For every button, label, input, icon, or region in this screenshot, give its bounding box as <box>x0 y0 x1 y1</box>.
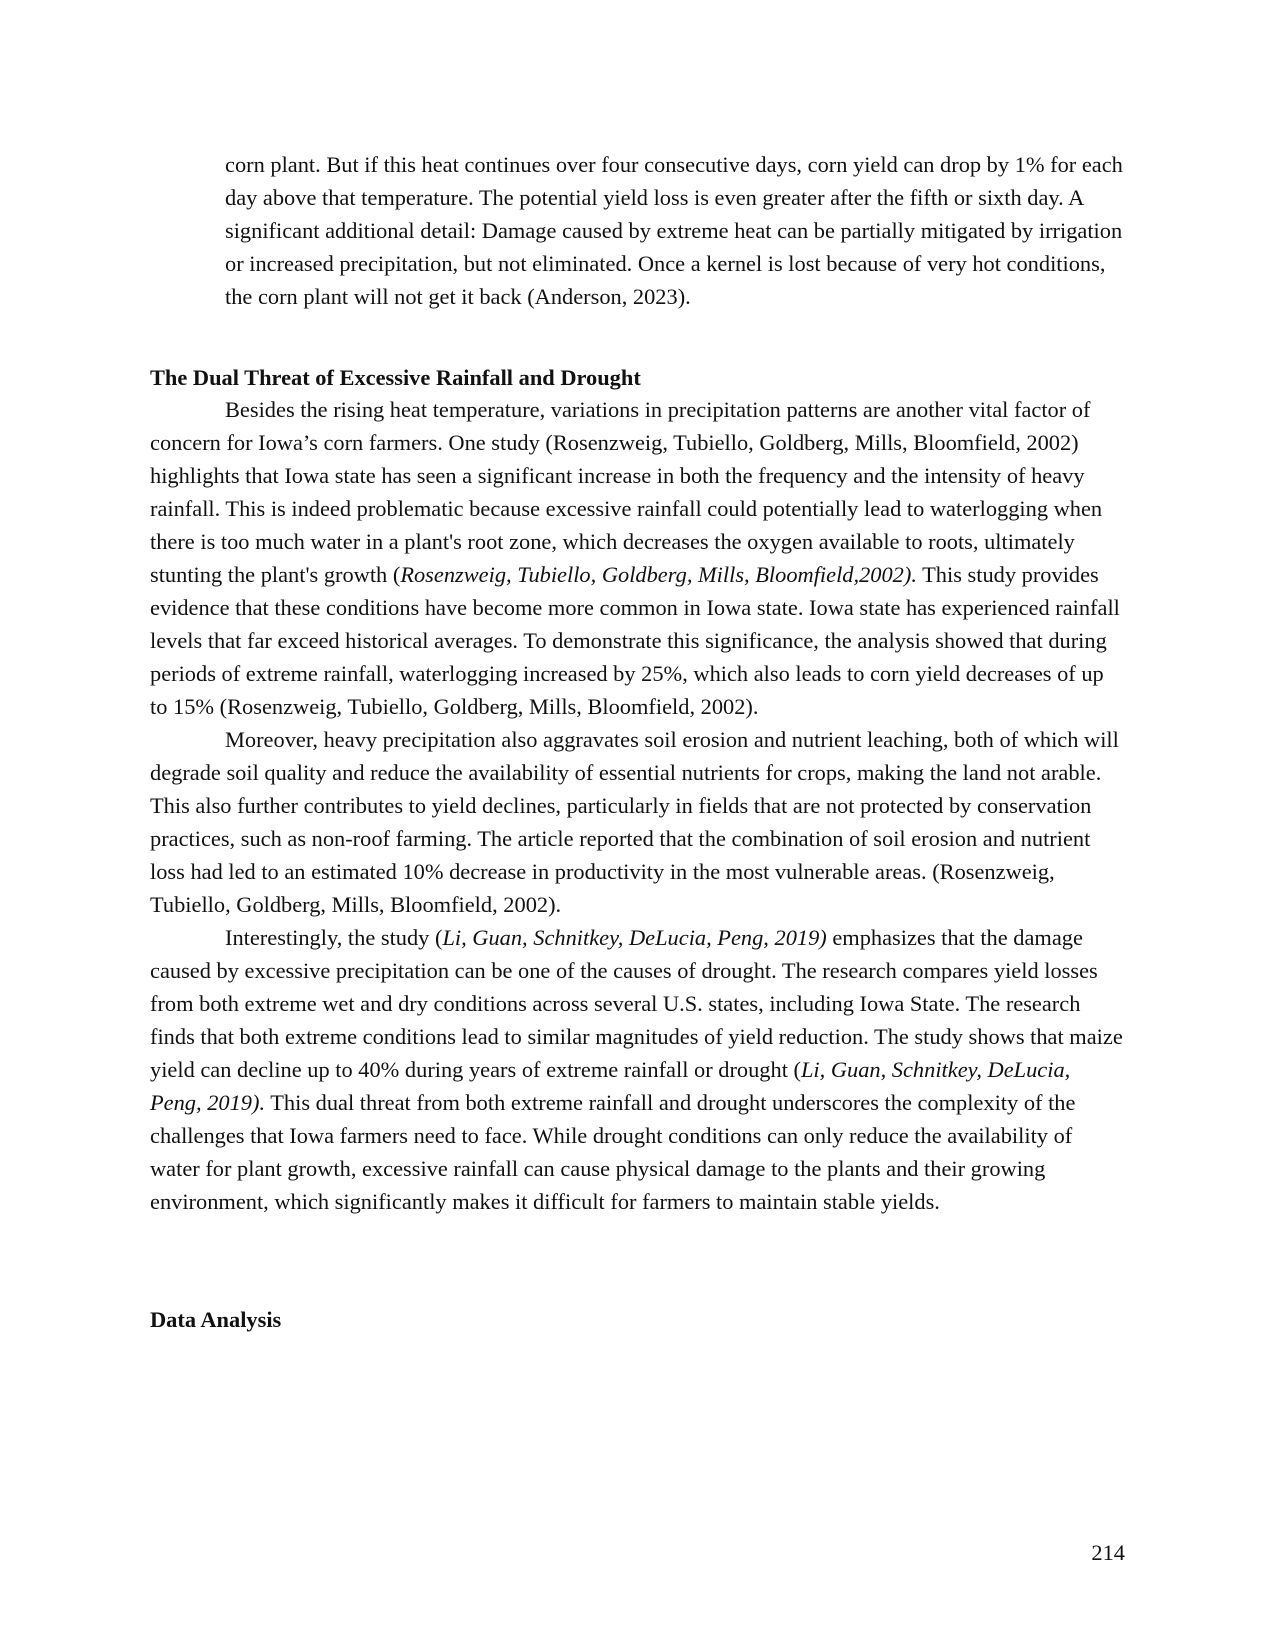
citation-li-1: Li, Guan, Schnitkey, DeLucia, Peng, 2019) <box>442 925 827 950</box>
paragraph-precipitation-text-b: This study provides evidence that these conditions have become more common in Iowa state. Iowa state has experienced rainfall levels that far exceed historical averages. To demonstrate this significance, the analysis showed that during periods of extreme rainfall, waterlogging increased by 25%, which also leads to corn yield decreases of up to 15% (Rosenzweig, Tubiello, Goldberg, Mills, Bloomfield, 2002). <box>150 562 1120 719</box>
paragraph-drought-text-b: emphasizes that the damage caused by excessive precipitation can be one of the causes of drought. The research compares yield losses from both extreme wet and dry conditions across several U.S. states, including Iowa State. The research finds that both extreme conditions lead to similar magnitudes of yield reduction. The study shows that maize yield can decline up to 40% during years of extreme rainfall or drought ( <box>150 925 1123 1082</box>
section-heading-dual-threat: The Dual Threat of Excessive Rainfall and Drought <box>150 365 641 390</box>
continued-paragraph <box>225 148 1125 313</box>
citation-li-2: Li, Guan, Schnitkey, DeLucia, Peng, 2019). <box>150 1057 1071 1115</box>
section-body-dual-threat <box>150 393 1125 1218</box>
paragraph-drought <box>150 921 1125 1218</box>
page-number: 214 <box>1091 1540 1125 1565</box>
section-heading-data-analysis: Data Analysis <box>150 1307 282 1332</box>
citation-rosenzweig: Rosenzweig, Tubiello, Goldberg, Mills, Bloomfield,2002). <box>400 562 917 587</box>
paragraph-drought-text-a: Interestingly, the study ( <box>225 925 443 950</box>
paragraph-precipitation <box>150 393 1125 723</box>
continued-paragraph-text: corn plant. But if this heat continues over four consecutive days, corn yield can drop by 1% for each day above that temperature. The potential yield loss is even greater after the fifth or sixth day. A significant additional detail: Damage caused by extreme heat can be partially mitigated by irrigation or increased precipitation, but not eliminated. Once a kernel is lost because of very hot conditions, the corn plant will not get it back (Anderson, 2023). <box>225 152 1123 309</box>
paragraph-precipitation-text-a: Besides the rising heat temperature, variations in precipitation patterns are another vital factor of concern for Iowa’s corn farmers. One study (Rosenzweig, Tubiello, Goldberg, Mills, Bloomfield, 2002) highlights that Iowa state has seen a significant increase in both the frequency and the intensity of heavy rainfall. This is indeed problematic because excessive rainfall could potentially lead to waterlogging when there is too much water in a plant's root zone, which decreases the oxygen available to roots, ultimately stunting the plant's growth ( <box>150 397 1103 587</box>
paragraph-erosion: Moreover, heavy precipitation also aggravates soil erosion and nutrient leaching, both of which will degrade soil quality and reduce the availability of essential nutrients for crops, making the land not arable. This also further contributes to yield declines, particularly in fields that are not protected by conservation practices, such as non-roof farming. The article reported that the combination of soil erosion and nutrient loss had led to an estimated 10% decrease in productivity in the most vulnerable areas. (Rosenzweig, Tubiello, Goldberg, Mills, Bloomfield, 2002). <box>150 727 1119 917</box>
paragraph-drought-text-c: This dual threat from both extreme rainfall and drought underscores the complexity of the challenges that Iowa farmers need to face. While drought conditions can only reduce the availability of water for plant growth, excessive rainfall can cause physical damage to the plants and their growing environment, which significantly makes it difficult for farmers to maintain stable yields. <box>150 1090 1076 1214</box>
